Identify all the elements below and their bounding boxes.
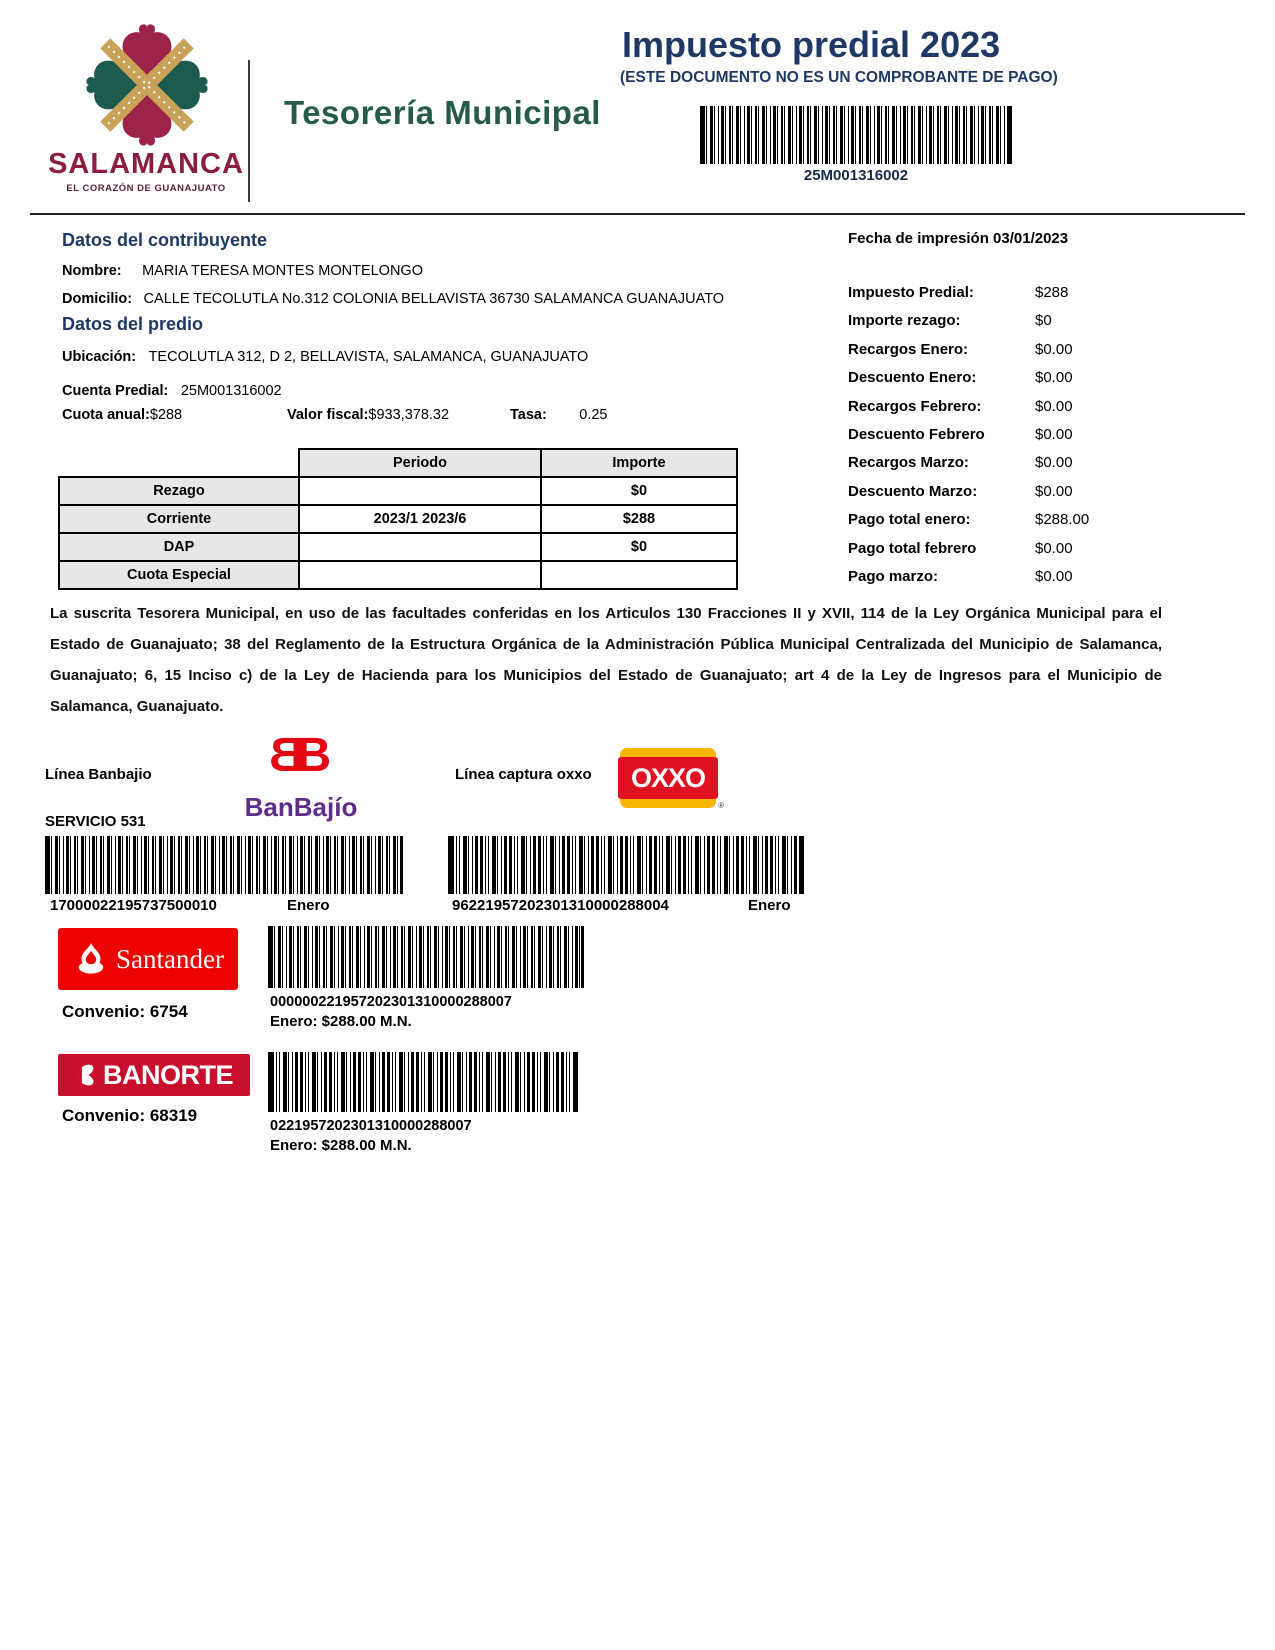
oxxo-barcode-number: 96221957202301310000288004 <box>452 897 669 914</box>
ubicacion-value: TECOLUTLA 312, D 2, BELLAVISTA, SALAMANCA, GUANAJUATO <box>148 349 589 365</box>
row-label-dap: DAP <box>59 533 299 561</box>
cuota-label: Cuota anual: <box>62 407 150 423</box>
banbajio-barcode <box>45 836 403 894</box>
valor-value: $933,378.32 <box>368 407 450 423</box>
row-label-rezago: Rezago <box>59 477 299 505</box>
ubicacion-label: Ubicación: <box>62 349 137 365</box>
summary-value: $0 <box>1035 312 1052 329</box>
banorte-propeller-icon <box>75 1063 99 1087</box>
santander-wordmark: Santander <box>116 943 224 974</box>
banorte-barcode <box>268 1052 578 1112</box>
oxxo-barcode <box>448 836 804 894</box>
row-cuenta <box>62 382 282 400</box>
summary-value: $0.00 <box>1035 540 1073 557</box>
dap-periodo <box>299 533 541 561</box>
summary-label: Recargos Enero: <box>848 341 969 358</box>
rezago-periodo <box>299 477 541 505</box>
account-barcode <box>700 106 1012 164</box>
tasa-label: Tasa: <box>510 407 547 423</box>
periodo-importe-table <box>58 448 738 590</box>
row-label-corriente: Corriente <box>59 505 299 533</box>
oxxo-logo-icon <box>620 748 724 810</box>
cuota-especial-importe <box>541 561 737 589</box>
department-title: Tesorería Municipal <box>284 94 601 131</box>
banbajio-monogram-right: B <box>296 729 332 782</box>
page-subtitle: (ESTE DOCUMENTO NO ES UN COMPROBANTE DE PAGO) <box>620 69 1058 86</box>
summary-value: $288 <box>1035 284 1069 301</box>
summary-value: $0.00 <box>1035 341 1073 358</box>
summary-label: Pago marzo: <box>848 568 939 585</box>
summary-value: $0.00 <box>1035 426 1073 443</box>
servicio-label: SERVICIO 531 <box>45 813 146 830</box>
banbajio-monogram-left: B <box>268 729 304 782</box>
oxxo-line-label: Línea captura oxxo <box>455 766 592 783</box>
banorte-logo <box>58 1054 250 1096</box>
summary-label: Pago total enero: <box>848 511 971 528</box>
valor-label: Valor fiscal: <box>287 407 369 423</box>
banbajio-barcode-number: 17000022195737500010 <box>50 897 217 914</box>
summary-label: Importe rezago: <box>848 312 961 329</box>
banorte-convenio: Convenio: 68319 <box>62 1106 198 1125</box>
row-domicilio <box>62 290 724 308</box>
summary-value: $0.00 <box>1035 454 1073 471</box>
banorte-barcode-number: 0221957202301310000288007 <box>270 1118 472 1134</box>
section-contribuyente: Datos del contribuyente <box>62 230 268 250</box>
row-cuota-anual <box>62 406 182 424</box>
brand-tagline: EL CORAZÓN DE GUANAJUATO <box>66 183 226 194</box>
col-header-periodo: Periodo <box>299 449 541 477</box>
banbajio-line-label: Línea Banbajio <box>45 766 152 783</box>
summary-label: Descuento Febrero <box>848 426 985 443</box>
banorte-amount-line: Enero: $288.00 M.N. <box>270 1137 412 1154</box>
cuota-especial-periodo <box>299 561 541 589</box>
nombre-value: MARIA TERESA MONTES MONTELONGO <box>142 263 423 279</box>
page-title: Impuesto predial 2023 <box>622 24 1001 65</box>
salamanca-hearts-logo-icon <box>86 24 208 146</box>
table-header-row <box>59 449 737 477</box>
tasa-value: 0.25 <box>579 407 608 423</box>
nombre-label: Nombre: <box>62 263 122 279</box>
summary-label: Pago total febrero <box>848 540 977 557</box>
brand-city: SALAMANCA <box>48 148 244 180</box>
santander-amount-line: Enero: $288.00 M.N. <box>270 1013 412 1030</box>
account-barcode-label: 25M001316002 <box>803 167 909 184</box>
oxxo-registered-mark: ® <box>718 801 724 810</box>
summary-value: $0.00 <box>1035 483 1073 500</box>
domicilio-label: Domicilio: <box>62 291 133 307</box>
table-row <box>59 505 737 533</box>
row-nombre <box>62 262 423 280</box>
santander-barcode <box>268 926 584 988</box>
table-row <box>59 477 737 505</box>
header-divider <box>248 60 250 202</box>
summary-value: $0.00 <box>1035 369 1073 386</box>
corriente-periodo: 2023/1 2023/6 <box>299 505 541 533</box>
row-ubicacion <box>62 348 588 366</box>
banbajio-monogram-icon <box>258 729 342 782</box>
santander-convenio: Convenio: 6754 <box>62 1002 188 1021</box>
cuenta-label: Cuenta Predial: <box>62 383 169 399</box>
legal-text: La suscrita Tesorera Municipal, en uso de las facultades conferidas en los Articulos 130 Fracciones II y XVII, 114 de la Ley Orgánica Municipal para el Estado de Guanajuato; 38 del Reglamento de la Estructura Orgánica de la Administración Pública Municipal Centralizada del Municipio de Salamanca, Guanajuato; 6, 15 Inciso c) de la Ley de Hacienda para los Municipios del Estado de Guanajuato; art 4 de la Ley de Ingresos para el Municipio de Salamanca, Guanajuato. <box>50 605 1162 715</box>
summary-label: Descuento Marzo: <box>848 483 978 500</box>
table-row <box>59 533 737 561</box>
santander-barcode-number: 000000221957202301310000288007 <box>270 994 512 1010</box>
row-tasa <box>510 406 608 424</box>
table-row <box>59 561 737 589</box>
rezago-importe: $0 <box>541 477 737 505</box>
header-rule <box>30 213 1245 215</box>
santander-logo <box>58 928 238 990</box>
summary-label: Recargos Marzo: <box>848 454 969 471</box>
col-header-importe: Importe <box>541 449 737 477</box>
table-ghost-cell <box>59 449 299 477</box>
banorte-wordmark: BANORTE <box>103 1059 233 1090</box>
santander-flame-icon <box>72 943 110 975</box>
oxxo-month: Enero <box>748 897 791 914</box>
summary-value: $288.00 <box>1035 511 1090 528</box>
section-predio: Datos del predio <box>62 314 204 334</box>
row-valor-fiscal <box>287 406 449 424</box>
summary-label: Recargos Febrero: <box>848 398 982 415</box>
summary-label: Impuesto Predial: <box>848 284 974 301</box>
summary-value: $0.00 <box>1035 398 1073 415</box>
corriente-importe: $288 <box>541 505 737 533</box>
domicilio-value: CALLE TECOLUTLA No.312 COLONIA BELLAVISTA 36730 SALAMANCA GUANAJUATO <box>143 291 725 307</box>
summary-value: $0.00 <box>1035 568 1073 585</box>
summary-label: Descuento Enero: <box>848 369 977 386</box>
cuota-value: $288 <box>149 407 183 423</box>
row-label-cuota-especial: Cuota Especial <box>59 561 299 589</box>
cuenta-value: 25M001316002 <box>180 383 282 399</box>
banbajio-month: Enero <box>287 897 330 914</box>
dap-importe: $0 <box>541 533 737 561</box>
banbajio-wordmark: BanBajío <box>244 792 358 822</box>
fecha-impresion: Fecha de impresión 03/01/2023 <box>848 230 1069 247</box>
oxxo-wordmark: OXXO <box>618 757 718 799</box>
